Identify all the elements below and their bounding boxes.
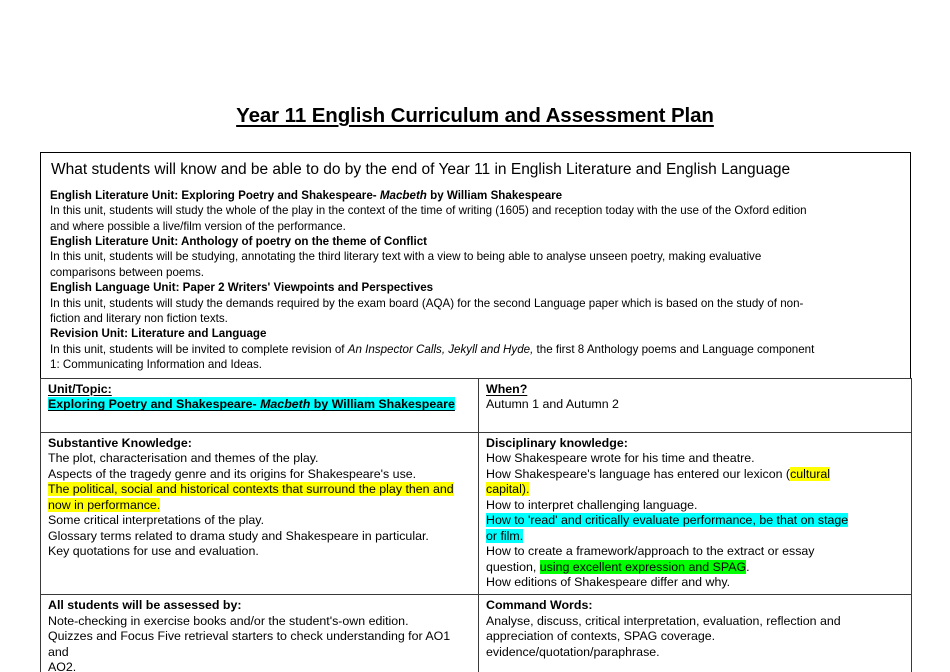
when-label: When?	[486, 382, 528, 396]
cell-disciplinary-knowledge	[479, 433, 912, 595]
disciplinary-line-5	[486, 513, 905, 528]
disciplinary-line-1: How Shakespeare wrote for his time and theatre.	[486, 451, 755, 466]
intro-section-line-0-0: In this unit, students will study the whole of the play in the context of the time of writing (1605) and reception today with the use of the Oxford edition	[50, 204, 807, 218]
cell-assessed-by	[41, 595, 479, 672]
intro-section-heading-2: English Language Unit: Paper 2 Writers' Viewpoints and Perspectives	[50, 281, 434, 295]
table-row-knowledge	[41, 433, 912, 595]
intro-section-line-2-1: fiction and literary non fiction texts.	[50, 312, 228, 326]
unit-topic-value	[48, 397, 455, 411]
intro-section-heading-0	[50, 188, 901, 203]
curriculum-plan-table	[40, 378, 912, 672]
disciplinary-label: Disciplinary knowledge:	[486, 436, 628, 450]
substantive-line-5: Glossary terms related to drama study and Shakespeare in particular.	[48, 528, 429, 543]
assessed-line-1: Quizzes and Focus Five retrieval starters to check understanding for AO1 and	[48, 629, 451, 659]
intro-section-heading-1: English Literature Unit: Anthology of poetry on the theme of Conflict	[50, 235, 428, 249]
intro-revision-line-2: 1: Communicating Information and Ideas.	[50, 358, 263, 372]
substantive-line-3	[48, 498, 472, 513]
substantive-line-2	[48, 482, 472, 497]
assessed-label: All students will be assessed by:	[48, 598, 242, 613]
assessed-line-2: AO2.	[48, 660, 77, 672]
disciplinary-line-8-highlight: using excellent expression and SPAG	[539, 559, 747, 574]
cell-substantive-knowledge	[41, 433, 479, 595]
intro-section-line-1-1: comparisons between poems.	[50, 265, 205, 279]
command-words-line-0: Analyse, discuss, critical interpretation, evaluation, reflection and	[486, 613, 841, 628]
disciplinary-line-2-plain: How Shakespeare's language has entered our lexicon (	[486, 466, 791, 481]
disciplinary-line-5-highlight: How to 'read' and critically evaluate performance, be that on stage	[486, 513, 849, 528]
table-row-assessment	[41, 595, 912, 672]
page-title-text: Year 11 English Curriculum and Assessment Plan	[236, 104, 714, 127]
intro-revision-text-b: the first 8 Anthology poems and Language component	[533, 342, 815, 356]
intro-section-line-1-0: In this unit, students will be studying, annotating the third literary text with a view to being able to analyse unseen poetry, making evaluative	[50, 250, 762, 264]
intro-revision-italic: An Inspector Calls, Jekyll and Hyde,	[347, 342, 534, 356]
substantive-label: Substantive Knowledge:	[48, 436, 192, 450]
when-value: Autumn 1 and Autumn 2	[486, 397, 619, 412]
intro-heading-italic-0: Macbeth	[379, 188, 427, 202]
intro-heading: What students will know and be able to do by the end of Year 11 in English Literature and English Language	[51, 161, 791, 178]
disciplinary-line-7: How to create a framework/approach to the extract or essay	[486, 544, 815, 559]
intro-section-line-2-0: In this unit, students will study the demands required by the exam board (AQA) for the second Language paper which is based on the study of non-	[50, 296, 804, 310]
cell-when	[479, 379, 912, 433]
disciplinary-line-8	[486, 560, 905, 575]
cell-command-words	[479, 595, 912, 672]
page-title	[0, 104, 950, 128]
substantive-line-6: Key quotations for use and evaluation.	[48, 544, 259, 559]
substantive-line-1: Aspects of the tragedy genre and its origins for Shakespeare's use.	[48, 466, 417, 481]
unit-topic-suffix: by William Shakespeare	[310, 397, 455, 412]
disciplinary-line-6-highlight: or film.	[486, 528, 524, 543]
disciplinary-line-4: How to interpret challenging language.	[486, 497, 698, 512]
intro-revision-line-1	[50, 342, 901, 357]
unit-topic-prefix: Exploring Poetry and Shakespeare-	[48, 397, 261, 412]
substantive-line-4: Some critical interpretations of the play.	[48, 513, 265, 528]
intro-heading-prefix-0: English Literature Unit: Exploring Poetry and Shakespeare-	[50, 188, 380, 202]
substantive-line-2-text: The political, social and historical contexts that surround the play then and	[48, 482, 454, 497]
disciplinary-line-2-highlight: cultural	[790, 466, 831, 481]
disciplinary-line-8-plain: question,	[486, 559, 540, 574]
cell-unit-topic	[41, 379, 479, 433]
substantive-line-3-text: now in performance.	[48, 497, 161, 512]
disciplinary-line-3-highlight: capital).	[486, 482, 530, 497]
unit-topic-label: Unit/Topic:	[48, 382, 112, 396]
intro-section-heading-3: Revision Unit: Literature and Language	[50, 327, 267, 341]
command-words-label: Command Words:	[486, 598, 593, 613]
disciplinary-line-2	[486, 467, 905, 482]
intro-body	[41, 188, 910, 383]
unit-topic-italic: Macbeth	[260, 397, 311, 412]
intro-section-line-0-1: and where possible a live/film version of the performance.	[50, 219, 346, 233]
intro-heading-suffix-0: by William Shakespeare	[426, 188, 563, 202]
assessed-line-0: Note-checking in exercise books and/or the student's-own edition.	[48, 613, 409, 628]
disciplinary-line-6	[486, 529, 905, 544]
table-row-unit-when	[41, 379, 912, 433]
disciplinary-line-9: How editions of Shakespeare differ and why.	[486, 574, 731, 589]
command-words-line-2: evidence/quotation/paraphrase.	[486, 644, 660, 659]
intro-box	[40, 152, 911, 384]
substantive-line-0: The plot, characterisation and themes of the play.	[48, 451, 319, 466]
command-words-line-1: appreciation of contexts, SPAG coverage.	[486, 629, 716, 644]
intro-revision-text-a: In this unit, students will be invited to complete revision of	[50, 342, 348, 356]
disciplinary-line-8-tail: .	[746, 559, 750, 574]
disciplinary-line-3	[486, 482, 905, 497]
